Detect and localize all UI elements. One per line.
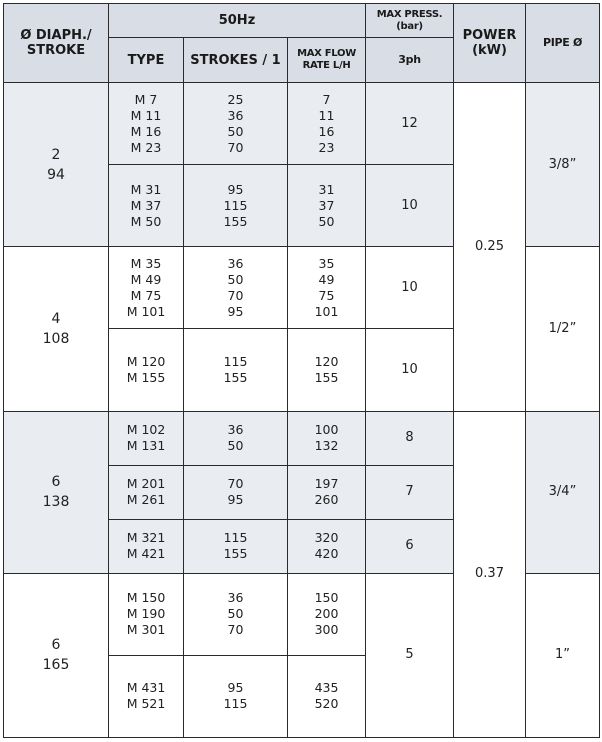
- header-pipe: PIPE Ø: [526, 4, 600, 83]
- type-cell-line: M 131: [126, 438, 166, 454]
- header-3ph: 3ph: [366, 38, 454, 83]
- pipe-cell: 3/4”: [526, 411, 600, 573]
- diaph-value: 4: [51, 310, 61, 327]
- type-cell-line: M 23: [130, 139, 162, 155]
- max-flow-cell-line: 435: [314, 680, 339, 696]
- strokes-cell: [184, 573, 288, 655]
- type-cell-line: M 321: [126, 530, 166, 546]
- stroke-value: 108: [42, 330, 70, 347]
- type-cell-line: M 37: [130, 197, 162, 213]
- pump-spec-table: [3, 3, 600, 738]
- header-max-press: MAX PRESS. (bar): [366, 4, 454, 38]
- max-flow-cell-line: 150: [314, 590, 339, 606]
- power-cell: 0.37: [454, 411, 526, 737]
- type-cell-line: M 11: [130, 107, 162, 123]
- strokes-cell-line: 36: [227, 107, 244, 123]
- strokes-cell: [184, 465, 288, 519]
- table-row: [4, 83, 600, 165]
- max-press-cell: 10: [366, 329, 454, 411]
- max-flow-cell: [288, 465, 366, 519]
- max-flow-cell: [288, 573, 366, 655]
- header-strokes: STROKES / 1: [184, 38, 288, 83]
- max-press-cell: 8: [366, 411, 454, 465]
- strokes-cell-line: 95: [227, 181, 244, 197]
- type-cell-line: M 521: [126, 696, 166, 712]
- max-flow-cell-line: 7: [322, 91, 331, 107]
- pipe-cell: 3/8”: [526, 83, 600, 247]
- strokes-cell-line: 95: [227, 303, 244, 319]
- max-flow-cell-line: 50: [318, 213, 335, 229]
- max-flow-cell-line: 200: [314, 606, 339, 622]
- diaph-stroke-cell: [4, 411, 109, 573]
- max-flow-cell-line: 132: [314, 438, 339, 454]
- header-type: TYPE: [109, 38, 184, 83]
- strokes-cell-line: 115: [223, 353, 248, 369]
- max-flow-cell: [288, 519, 366, 573]
- max-flow-cell: [288, 83, 366, 165]
- type-cell-line: M 49: [130, 271, 162, 287]
- strokes-cell: [184, 165, 288, 247]
- max-press-cell: 10: [366, 247, 454, 329]
- max-flow-cell: [288, 247, 366, 329]
- max-flow-cell-line: 260: [314, 492, 339, 508]
- stroke-value: 165: [42, 657, 70, 674]
- max-press-cell: 5: [366, 573, 454, 737]
- strokes-cell-line: 95: [227, 492, 244, 508]
- strokes-cell-line: 36: [227, 422, 244, 438]
- strokes-cell: [184, 411, 288, 465]
- strokes-cell: [184, 83, 288, 165]
- strokes-cell-line: 50: [227, 271, 244, 287]
- max-flow-cell-line: 520: [314, 696, 339, 712]
- max-flow-cell-line: 23: [318, 139, 335, 155]
- max-press-cell: 12: [366, 83, 454, 165]
- max-flow-cell-line: 300: [314, 622, 339, 638]
- header-50hz: 50Hz: [109, 4, 366, 38]
- type-cell: [109, 519, 184, 573]
- stroke-value: 138: [42, 494, 70, 511]
- type-cell-line: M 190: [126, 606, 166, 622]
- type-cell-line: M 150: [126, 590, 166, 606]
- max-flow-cell-line: 155: [314, 369, 339, 385]
- max-flow-cell-line: 31: [318, 181, 335, 197]
- table-row: [4, 411, 600, 465]
- diaph-stroke-cell: [4, 573, 109, 737]
- pipe-cell: 1/2”: [526, 247, 600, 411]
- strokes-cell-line: 155: [223, 546, 248, 562]
- max-flow-cell-line: 11: [318, 107, 335, 123]
- strokes-cell-line: 70: [227, 622, 244, 638]
- max-flow-cell-line: 320: [314, 530, 339, 546]
- strokes-cell-line: 25: [227, 91, 244, 107]
- max-flow-cell-line: 100: [314, 422, 339, 438]
- type-cell-line: M 35: [130, 255, 162, 271]
- max-flow-cell-line: 75: [318, 287, 335, 303]
- max-flow-cell-line: 16: [318, 123, 335, 139]
- strokes-cell-line: 115: [223, 696, 248, 712]
- type-cell: [109, 573, 184, 655]
- max-flow-cell-line: 420: [314, 546, 339, 562]
- strokes-cell-line: 70: [227, 287, 244, 303]
- strokes-cell: [184, 655, 288, 737]
- max-flow-cell-line: 197: [314, 476, 339, 492]
- header-diaph-stroke: Ø DIAPH./ STROKE: [4, 4, 109, 83]
- strokes-cell-line: 155: [223, 213, 248, 229]
- pipe-cell: 1”: [526, 573, 600, 737]
- max-flow-cell-line: 101: [314, 303, 339, 319]
- strokes-cell-line: 115: [223, 530, 248, 546]
- max-flow-cell-line: 37: [318, 197, 335, 213]
- type-cell-line: M 7: [134, 91, 158, 107]
- type-cell-line: M 50: [130, 213, 162, 229]
- type-cell-line: M 120: [126, 353, 166, 369]
- header-power: POWER (kW): [454, 4, 526, 83]
- type-cell-line: M 155: [126, 369, 166, 385]
- diaph-stroke-cell: [4, 83, 109, 247]
- type-cell-line: M 261: [126, 492, 166, 508]
- max-flow-cell-line: 35: [318, 255, 335, 271]
- header-max-flow: MAX FLOW RATE L/H: [288, 38, 366, 83]
- strokes-cell-line: 70: [227, 139, 244, 155]
- type-cell-line: M 31: [130, 181, 162, 197]
- max-press-cell: 10: [366, 165, 454, 247]
- type-cell-line: M 16: [130, 123, 162, 139]
- stroke-value: 94: [47, 166, 65, 183]
- max-flow-cell: [288, 411, 366, 465]
- max-flow-cell-line: 120: [314, 353, 339, 369]
- type-cell: [109, 165, 184, 247]
- power-cell: 0.25: [454, 83, 526, 411]
- strokes-cell-line: 155: [223, 369, 248, 385]
- type-cell: [109, 465, 184, 519]
- max-flow-cell: [288, 165, 366, 247]
- strokes-cell-line: 50: [227, 606, 244, 622]
- type-cell-line: M 102: [126, 422, 166, 438]
- max-flow-cell: [288, 329, 366, 411]
- strokes-cell-line: 36: [227, 255, 244, 271]
- strokes-cell-line: 50: [227, 123, 244, 139]
- max-press-cell: 7: [366, 465, 454, 519]
- strokes-cell-line: 70: [227, 476, 244, 492]
- strokes-cell-line: 115: [223, 197, 248, 213]
- type-cell: [109, 83, 184, 165]
- diaph-value: 6: [51, 474, 61, 491]
- strokes-cell-line: 50: [227, 438, 244, 454]
- diaph-value: 2: [51, 146, 61, 163]
- type-cell: [109, 655, 184, 737]
- type-cell-line: M 201: [126, 476, 166, 492]
- type-cell-line: M 421: [126, 546, 166, 562]
- type-cell-line: M 301: [126, 622, 166, 638]
- max-flow-cell-line: 49: [318, 271, 335, 287]
- strokes-cell-line: 36: [227, 590, 244, 606]
- type-cell: [109, 247, 184, 329]
- type-cell-line: M 101: [126, 303, 166, 319]
- strokes-cell: [184, 329, 288, 411]
- type-cell-line: M 431: [126, 680, 166, 696]
- diaph-stroke-cell: [4, 247, 109, 411]
- type-cell-line: M 75: [130, 287, 162, 303]
- diaph-value: 6: [51, 637, 61, 654]
- type-cell: [109, 329, 184, 411]
- type-cell: [109, 411, 184, 465]
- max-flow-cell: [288, 655, 366, 737]
- max-press-cell: 6: [366, 519, 454, 573]
- strokes-cell: [184, 247, 288, 329]
- strokes-cell-line: 95: [227, 680, 244, 696]
- strokes-cell: [184, 519, 288, 573]
